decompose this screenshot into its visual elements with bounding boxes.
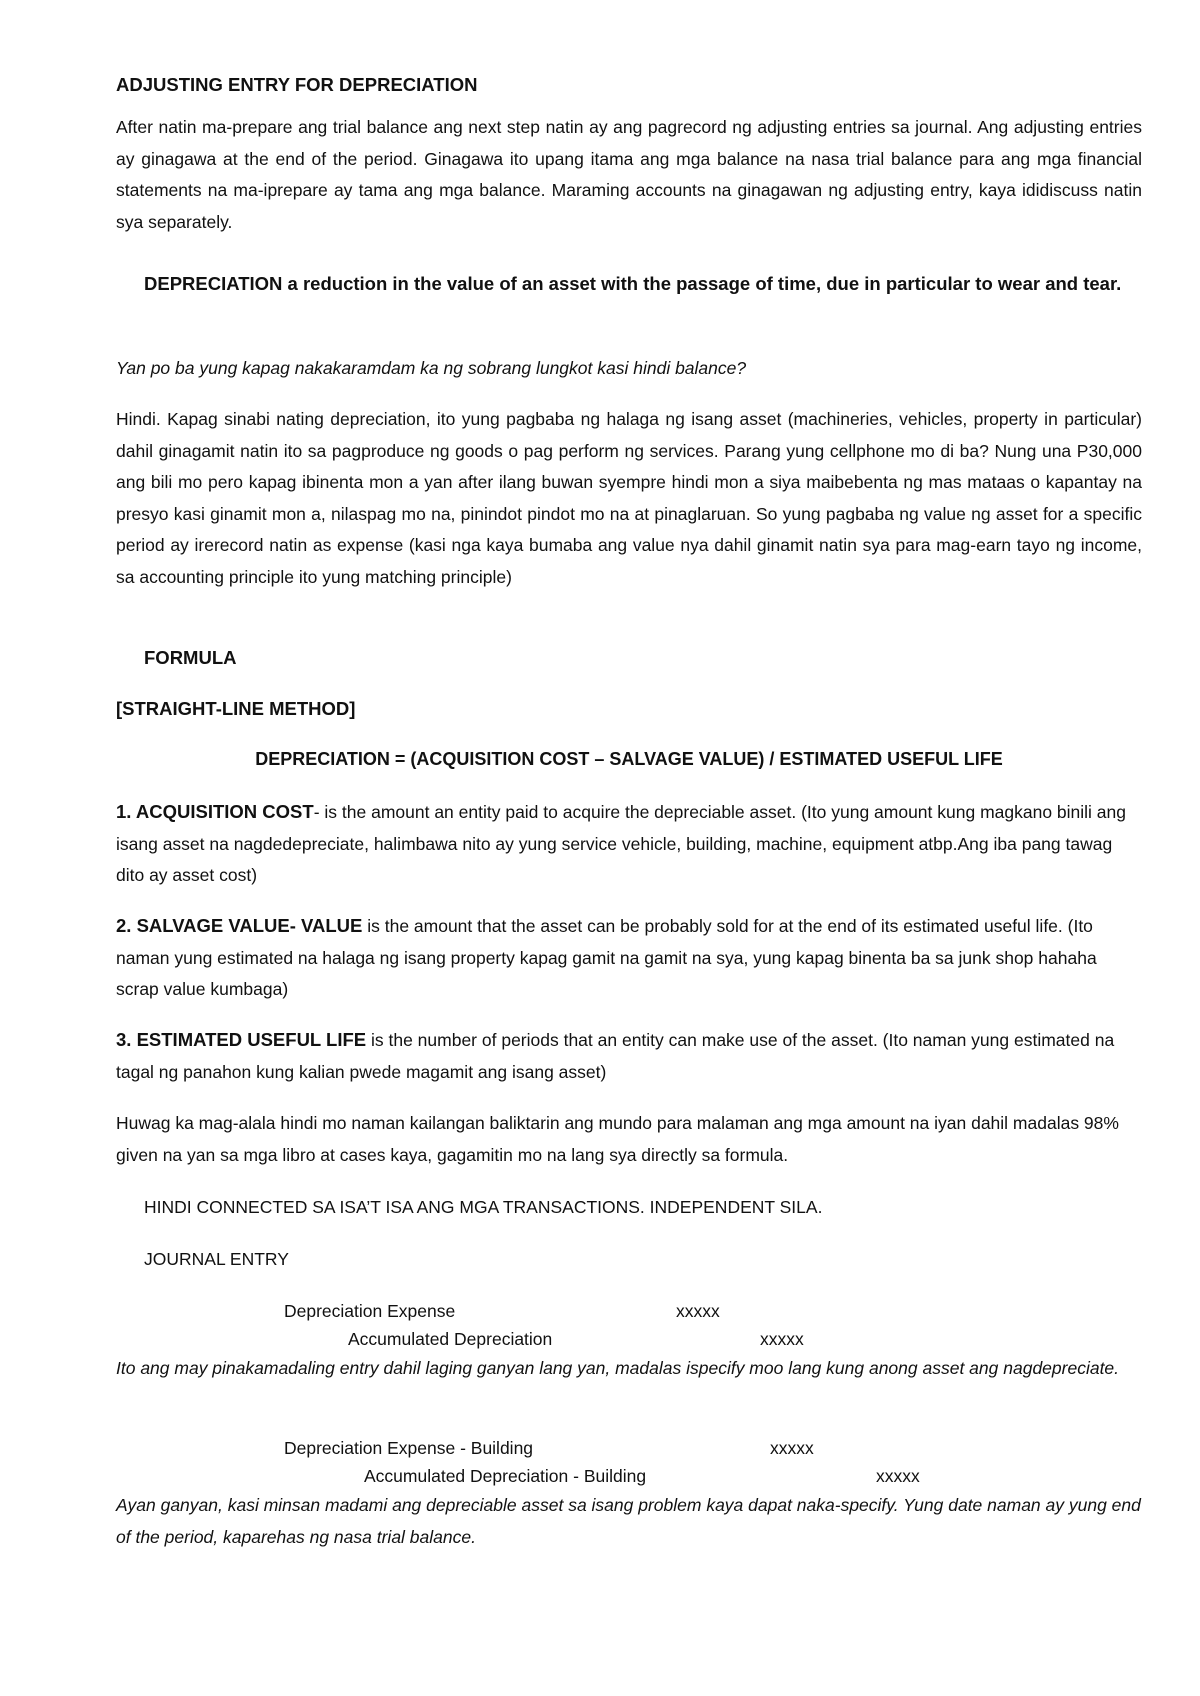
- reassure-paragraph: Huwag ka mag-alala hindi mo naman kailangan baliktarin ang mundo para malaman ang mga amount na iyan dahil madalas 98% given na yan sa mga libro at cases kaya, gagamitin mo na lang sya directly sa formula.: [116, 1113, 1119, 1165]
- independent-note: HINDI CONNECTED SA ISA’T ISA ANG MGA TRANSACTIONS. INDEPENDENT SILA.: [144, 1197, 823, 1217]
- item-text: is the number of periods that an entity can make use of the asset. (Ito naman yung estimated na tagal ng panahon kung kalian pwede magamit ang isang asset): [116, 1030, 1115, 1082]
- entry1-credit-account: Accumulated Depreciation: [348, 1329, 553, 1349]
- formula-heading: FORMULA: [144, 647, 237, 668]
- item-acquisition-cost: [116, 796, 1142, 892]
- entry1-debit-amount: xxxxx: [676, 1301, 720, 1321]
- formula-line: DEPRECIATION = (ACQUISITION COST – SALVAGE VALUE) / ESTIMATED USEFUL LIFE: [255, 749, 1003, 769]
- item-term: 3. ESTIMATED USEFUL LIFE: [116, 1029, 367, 1050]
- journal-heading: JOURNAL ENTRY: [144, 1249, 289, 1269]
- definition-paragraph: DEPRECIATION a reduction in the value of an asset with the passage of time, due in particular to wear and tear.: [144, 273, 1122, 294]
- page-title: ADJUSTING ENTRY FOR DEPRECIATION: [116, 74, 478, 95]
- item-text: is the amount that the asset can be probably sold for at the end of its estimated useful life. (Ito naman yung estimated na halaga ng isang property kapag gamit na gamit na sya, yung kapag binenta ba sa junk shop hahaha scrap value kumbaga): [116, 916, 1097, 999]
- entry2-credit-amount: xxxxx: [876, 1466, 920, 1486]
- item-text: - is the amount an entity paid to acquire the depreciable asset. (Ito yung amount kung magkano binili ang isang asset na nagdedepreciate, halimbawa nito ay yung service vehicle, building, machine, equipment atbp.Ang iba pang tawag dito ay asset cost): [116, 802, 1127, 885]
- entry2-credit-account: Accumulated Depreciation - Building: [364, 1466, 647, 1486]
- entry2-note: Ayan ganyan, kasi minsan madami ang depreciable asset sa isang problem kaya dapat naka-specify. Yung date naman ay yung end of the period, kaparehas ng nasa trial balance.: [116, 1495, 1141, 1547]
- method-heading: [STRAIGHT-LINE METHOD]: [116, 698, 356, 719]
- item-term: 2. SALVAGE VALUE- VALUE: [116, 915, 363, 936]
- item-useful-life: [116, 1024, 1142, 1088]
- entry1-debit-account: Depreciation Expense: [284, 1301, 456, 1321]
- answer-paragraph: Hindi. Kapag sinabi nating depreciation, ito yung pagbaba ng halaga ng isang asset (machineries, vehicles, property in particular) dahil ginagamit natin ito sa pagproduce ng goods o pag perform ng services. Parang yung cellphone mo di ba? Nung una P30,000 ang bili mo pero kapag ibinenta mon a yan after ilang buwan syempre hindi mon a siya maibebenta ng mas mataas o kapantay na presyo kasi ginamit mon a, nilaspag mo na, pinindot pindot mo na at pinaglaruan. So yung pagbaba ng value ng asset for a specific period ay irerecord natin as expense (kasi nga kaya bumaba ang value nya dahil ginamit natin sya para mag-earn tayo ng income, sa accounting principle ito yung matching principle): [116, 409, 1142, 587]
- question-paragraph: Yan po ba yung kapag nakakaramdam ka ng sobrang lungkot kasi hindi balance?: [116, 358, 747, 378]
- entry2-debit-account: Depreciation Expense - Building: [284, 1438, 534, 1458]
- item-salvage-value: [116, 910, 1142, 1006]
- intro-paragraph: After natin ma-prepare ang trial balance ang next step natin ay ang pagrecord ng adjusting entries sa journal. Ang adjusting entries ay ginagawa at the end of the period. Ginagawa ito upang itama ang mga balance na nasa trial balance para ang mga financial statements na ma-iprepare ay tama ang mga balance. Maraming accounts na ginagawan ng adjusting entry, kaya ididiscuss natin sya separately.: [116, 117, 1142, 232]
- entry2-debit-amount: xxxxx: [770, 1438, 814, 1458]
- item-term: 1. ACQUISITION COST: [116, 801, 314, 822]
- entry1-note: Ito ang may pinakamadaling entry dahil laging ganyan lang yan, madalas ispecify moo lang kung anong asset ang nagdepreciate.: [116, 1358, 1120, 1378]
- entry1-credit-amount: xxxxx: [760, 1329, 804, 1349]
